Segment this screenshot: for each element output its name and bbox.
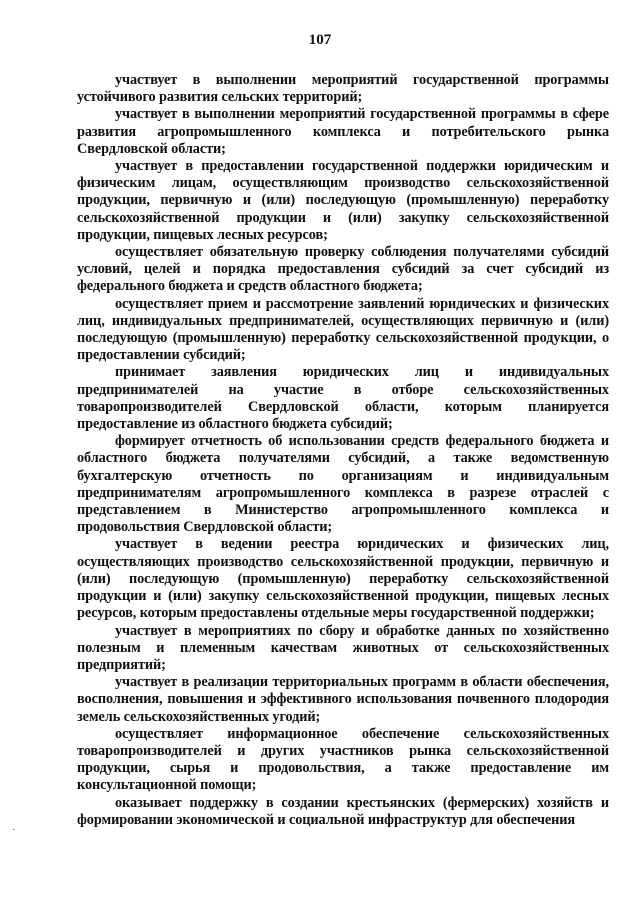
- paragraph: осуществляет прием и рассмотрение заявлений юридических и физических лиц, индивидуальных предпринимателей, осуществляющих первичную и (или) последующую (промышленную) переработку сельскохозяйственной продукции, о предоставлении субсидий;: [77, 295, 609, 364]
- paragraph: принимает заявления юридических лиц и индивидуальных предпринимателей на участие в отборе сельскохозяйственных товаропроизводителей Свердловской области, которым планируется предоставление из областного бюджета субсидий;: [77, 364, 609, 433]
- paragraph: формирует отчетность об использовании средств федерального бюджета и областного бюджета получателями субсидий, а также ведомственную бухгалтерскую отчетность по организациям и индивидуальным предпринимателям агропромышленного комплекса в разрезе отраслей с представлением в Министерство агропромышленного комплекса и продовольствия Свердловской области;: [77, 433, 609, 536]
- paragraph: участвует в выполнении мероприятий государственной программы устойчивого развития сельских территорий;: [77, 72, 609, 106]
- page-number: 107: [308, 32, 332, 48]
- paragraph: участвует в мероприятиях по сбору и обработке данных по хозяйственно полезным и племенным качествам животных от сельскохозяйственных предприятий;: [77, 622, 609, 673]
- paragraph: осуществляет информационное обеспечение сельскохозяйственных товаропроизводителей и других участников рынка сельскохозяйственной продукции, сырья и продовольствия, а также предоставление им консультационной помощи;: [77, 725, 609, 794]
- paragraph: участвует в реализации территориальных программ в области обеспечения, восполнения, повышения и эффективного использования почвенного плодородия земель сельскохозяйственных угодий;: [77, 674, 609, 725]
- paragraph: участвует в предоставлении государственной поддержки юридическим и физическим лицам, осуществляющим производство сельскохозяйственной продукции, первичную и (или) последующую (промышленную) переработку сельскохозяйственной продукции и (или) закупку сельскохозяйственной продукции, пищевых лесных ресурсов;: [77, 158, 609, 243]
- margin-dot-mark: ·: [12, 825, 16, 836]
- document-body: [77, 72, 609, 829]
- paragraph: участвует в выполнении мероприятий государственной программы в сфере развития агропромышленного комплекса и потребительского рынка Свердловской области;: [77, 106, 609, 157]
- paragraph: осуществляет обязательную проверку соблюдения получателями субсидий условий, целей и порядка предоставления субсидий за счет субсидий из федерального бюджета и средств областного бюджета;: [77, 244, 609, 295]
- paragraph: участвует в ведении реестра юридических и физических лиц, осуществляющих производство сельскохозяйственной продукции, первичную и (или) последующую (промышленную) переработку сельскохозяйственной продукции и (или) закупку сельскохозяйственной продукции, пищевых лесных ресурсов, которым предоставлены отдельные меры государственной поддержки;: [77, 536, 609, 622]
- paragraph: оказывает поддержку в создании крестьянских (фермерских) хозяйств и формировании экономической и социальной инфраструктур для обеспечения: [77, 794, 609, 828]
